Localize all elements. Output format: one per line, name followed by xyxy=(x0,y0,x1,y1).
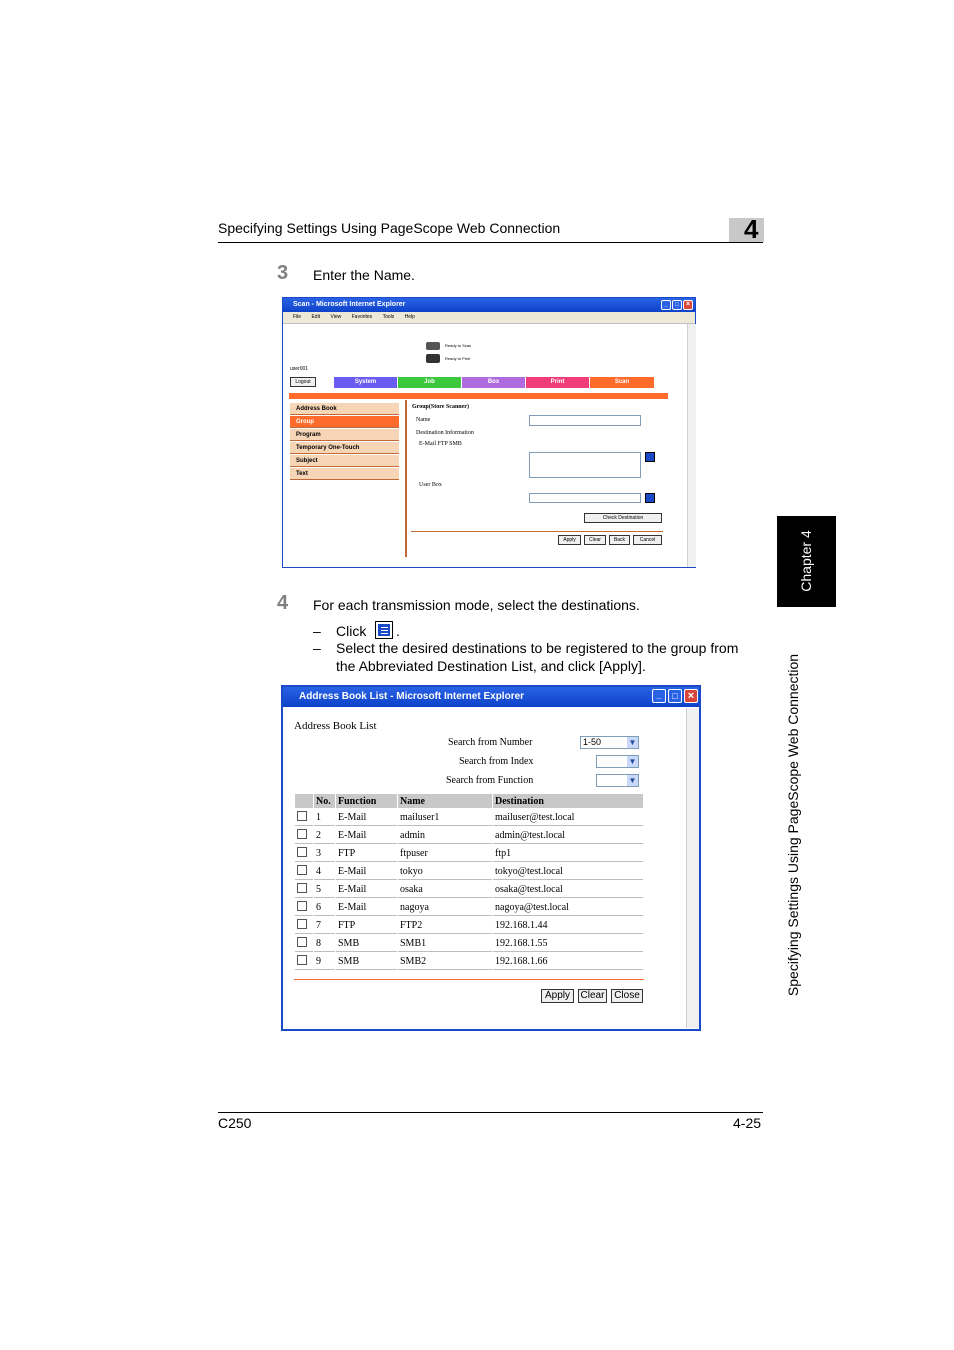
window-titlebar: Scan - Microsoft Internet Explorer xyxy=(283,298,695,312)
row-checkbox-cell xyxy=(295,863,313,880)
modes-label: E-Mail FTP SMB xyxy=(419,441,462,447)
user-name: user001 xyxy=(290,366,309,372)
row-checkbox[interactable] xyxy=(297,811,307,821)
search-function-label: Search from Function xyxy=(446,775,534,786)
cell-function: FTP xyxy=(336,845,397,862)
row-checkbox-cell xyxy=(295,809,313,826)
chevron-down-icon: ▼ xyxy=(628,776,637,785)
nav-text[interactable]: Text xyxy=(290,468,399,480)
print-status: Ready to Print xyxy=(445,356,471,361)
window-titlebar: Address Book List - Microsoft Internet Explorer xyxy=(283,687,699,707)
cell-no: 7 xyxy=(314,917,335,934)
menu-favorites[interactable]: Favorites xyxy=(351,314,373,320)
minimize-button[interactable]: _ xyxy=(652,689,666,703)
close-button[interactable]: × xyxy=(684,689,698,703)
form-heading: Group(Store Scanner) xyxy=(412,404,469,410)
row-checkbox-cell xyxy=(295,899,313,916)
row-checkbox[interactable] xyxy=(297,865,307,875)
chevron-down-icon: ▼ xyxy=(628,757,637,766)
tab-job[interactable]: Job xyxy=(398,377,461,388)
cell-no: 2 xyxy=(314,827,335,844)
nav-program[interactable]: Program xyxy=(290,429,399,441)
cell-name: FTP2 xyxy=(398,917,492,934)
back-button[interactable]: Back xyxy=(609,535,630,545)
step-number: 3 xyxy=(277,262,289,284)
cell-name: mailuser1 xyxy=(398,809,492,826)
cell-function: E-Mail xyxy=(336,863,397,880)
cell-function: SMB xyxy=(336,935,397,952)
accent-bar xyxy=(289,393,668,399)
nav-temporary-one-touch[interactable]: Temporary One-Touch xyxy=(290,442,399,454)
cell-destination: ftp1 xyxy=(493,845,643,862)
tab-print[interactable]: Print xyxy=(526,377,589,388)
row-checkbox-cell xyxy=(295,917,313,934)
vertical-scrollbar[interactable] xyxy=(687,324,696,567)
column-header-select xyxy=(295,794,313,808)
table-row[interactable] xyxy=(295,809,643,826)
menu-bar xyxy=(283,312,695,324)
tab-scan[interactable]: Scan xyxy=(590,377,654,388)
scanner-icon xyxy=(426,342,440,350)
menu-tools[interactable]: Tools xyxy=(382,314,395,320)
name-label: Name xyxy=(416,417,431,423)
user-box-list-icon[interactable] xyxy=(645,493,655,503)
row-checkbox[interactable] xyxy=(297,901,307,911)
cell-name: SMB2 xyxy=(398,953,492,970)
bullet-text-line1: Select the desired destinations to be registered to the group from xyxy=(336,640,739,656)
check-destination-button[interactable]: Check Destination xyxy=(584,513,662,523)
cell-function: E-Mail xyxy=(336,809,397,826)
menu-file[interactable]: File xyxy=(293,314,302,320)
logout-button[interactable]: Logout xyxy=(290,377,316,387)
maximize-button[interactable]: □ xyxy=(672,300,682,310)
row-checkbox[interactable] xyxy=(297,829,307,839)
clear-button[interactable]: Clear xyxy=(584,535,606,545)
address-book-table xyxy=(294,793,644,971)
step-text: Enter the Name. xyxy=(313,267,415,283)
bullet-dash: – xyxy=(313,640,321,656)
menu-edit[interactable]: Edit xyxy=(311,314,321,320)
cell-destination: mailuser@test.local xyxy=(493,809,643,826)
cell-no: 8 xyxy=(314,935,335,952)
user-box-label: User Box xyxy=(419,482,442,488)
cell-name: osaka xyxy=(398,881,492,898)
cell-function: SMB xyxy=(336,953,397,970)
search-index-select[interactable] xyxy=(596,755,639,768)
table-row[interactable] xyxy=(295,881,643,898)
cell-name: tokyo xyxy=(398,863,492,880)
table-row[interactable] xyxy=(295,845,643,862)
cell-name: admin xyxy=(398,827,492,844)
bullet-dash: – xyxy=(313,623,321,639)
cell-destination: tokyo@test.local xyxy=(493,863,643,880)
row-checkbox[interactable] xyxy=(297,919,307,929)
cell-no: 1 xyxy=(314,809,335,826)
cell-name: ftpuser xyxy=(398,845,492,862)
table-row[interactable] xyxy=(295,935,643,952)
user-box-input[interactable] xyxy=(529,493,641,503)
cell-no: 6 xyxy=(314,899,335,916)
search-number-label: Search from Number xyxy=(448,737,533,748)
clear-button[interactable]: Clear xyxy=(578,989,607,1003)
step-text: For each transmission mode, select the destinations. xyxy=(313,597,640,613)
step-number: 4 xyxy=(277,592,289,614)
column-header-name: Name xyxy=(398,794,492,808)
address-book-icon[interactable] xyxy=(645,452,655,462)
chapter-number: 4 xyxy=(744,214,759,244)
column-header-destination: Destination xyxy=(493,794,643,808)
search-index-label: Search from Index xyxy=(459,756,534,767)
menu-help[interactable]: Help xyxy=(404,314,415,320)
scan-status: Ready to Scan xyxy=(445,343,472,348)
close-button[interactable]: × xyxy=(683,300,693,310)
tab-box[interactable]: Box xyxy=(462,377,525,388)
nav-address-book[interactable]: Address Book xyxy=(290,403,399,415)
cell-destination: nagoya@test.local xyxy=(493,899,643,916)
close-button[interactable]: Close xyxy=(611,989,643,1003)
cell-name: nagoya xyxy=(398,899,492,916)
nav-group[interactable]: Group xyxy=(290,416,399,428)
cell-function: E-Mail xyxy=(336,899,397,916)
minimize-button[interactable]: _ xyxy=(661,300,671,310)
side-chapter-label: Chapter 4 xyxy=(798,530,814,592)
apply-button[interactable]: Apply xyxy=(541,989,574,1003)
row-checkbox[interactable] xyxy=(297,883,307,893)
header-rule xyxy=(218,242,763,243)
search-number-value: 1-50 xyxy=(583,737,602,747)
bullet-period: . xyxy=(396,623,400,639)
content-divider xyxy=(405,400,407,557)
footer-rule xyxy=(218,1112,763,1113)
side-section-label: Specifying Settings Using PageScope Web Connection xyxy=(785,653,801,997)
cell-function: E-Mail xyxy=(336,827,397,844)
search-function-select[interactable] xyxy=(596,774,639,787)
cell-no: 5 xyxy=(314,881,335,898)
vertical-scrollbar[interactable] xyxy=(686,708,699,1028)
footer-page-number: 4-25 xyxy=(733,1115,762,1131)
cell-destination: 192.168.1.55 xyxy=(493,935,643,952)
cell-no: 3 xyxy=(314,845,335,862)
form-rule xyxy=(411,531,663,532)
apply-button[interactable]: Apply xyxy=(558,535,581,545)
row-checkbox-cell xyxy=(295,935,313,952)
name-input[interactable] xyxy=(529,415,641,426)
cell-no: 9 xyxy=(314,953,335,970)
running-header: Specifying Settings Using PageScope Web Connection xyxy=(218,220,561,236)
search-number-select[interactable] xyxy=(580,736,639,749)
row-checkbox-cell xyxy=(295,881,313,898)
cell-no: 4 xyxy=(314,863,335,880)
maximize-button[interactable]: □ xyxy=(668,689,682,703)
cell-destination: 192.168.1.44 xyxy=(493,917,643,934)
cell-destination: 192.168.1.66 xyxy=(493,953,643,970)
row-checkbox[interactable] xyxy=(297,955,307,965)
footer-model: C250 xyxy=(218,1115,252,1131)
cell-function: E-Mail xyxy=(336,881,397,898)
bullet-text-line2: the Abbreviated Destination List, and click [Apply]. xyxy=(336,658,646,674)
table-row[interactable] xyxy=(295,953,643,970)
printer-icon xyxy=(426,354,440,363)
chevron-down-icon: ▼ xyxy=(628,738,637,747)
cell-destination: osaka@test.local xyxy=(493,881,643,898)
row-checkbox-cell xyxy=(295,845,313,862)
cell-function: FTP xyxy=(336,917,397,934)
cancel-button[interactable]: Cancel xyxy=(633,535,662,545)
table-rule xyxy=(294,979,644,980)
table-row[interactable] xyxy=(295,827,643,844)
table-row[interactable] xyxy=(295,863,643,880)
address-book-heading: Address Book List xyxy=(294,720,377,732)
row-checkbox-cell xyxy=(295,827,313,844)
table-row[interactable] xyxy=(295,917,643,934)
cell-name: SMB1 xyxy=(398,935,492,952)
table-row[interactable] xyxy=(295,899,643,916)
nav-subject[interactable]: Subject xyxy=(290,455,399,467)
address-book-icon xyxy=(375,621,393,639)
column-header-no: No. xyxy=(314,794,335,808)
tab-system[interactable]: System xyxy=(334,377,397,388)
column-header-function: Function xyxy=(336,794,397,808)
row-checkbox[interactable] xyxy=(297,847,307,857)
row-checkbox-cell xyxy=(295,953,313,970)
bullet-click-text: Click xyxy=(336,623,367,639)
destination-info-label: Destination Information xyxy=(416,430,474,436)
menu-view[interactable]: View xyxy=(330,314,342,320)
cell-destination: admin@test.local xyxy=(493,827,643,844)
row-checkbox[interactable] xyxy=(297,937,307,947)
destination-list[interactable] xyxy=(529,452,641,478)
